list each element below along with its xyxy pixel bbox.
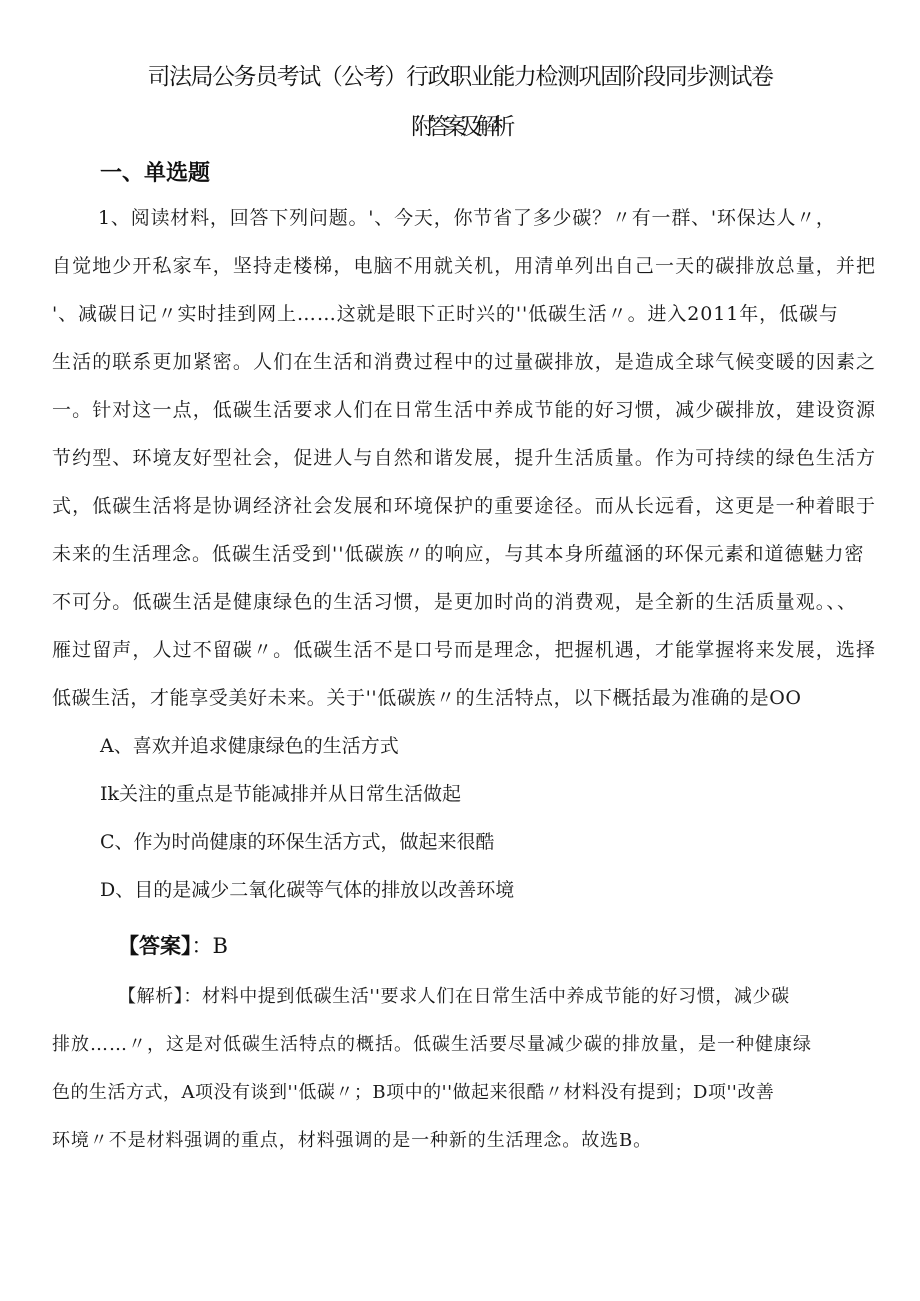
document-title-line-1: 司法局公务员考试（公考）行政职业能力检测巩固阶段同步测试卷 [147,64,773,90]
question-line: 低碳生活，才能享受美好未来。关于''低碳族〃的生活特点，以下概括最为准确的是OO [52,687,802,709]
answer-label: 【答案】 [118,934,192,958]
explanation-line: ：材料中提到低碳生活''要求人们在日常生活中养成节能的好习惯，减少碳 [183,986,790,1007]
question-line: 未来的生活理念。低碳生活受到''低碳族〃的响应，与其本身所蕴涵的环保元素和道德魅力密 [52,543,865,565]
explanation-first-line [118,982,790,1008]
answer [118,930,228,960]
section-heading: 一、单选题 [100,161,211,186]
question-line: 雁过留声，人过不留碳〃。低碳生活不是口号而是理念，把握机遇，才能掌握将来发展，选择 [52,639,877,661]
explanation-line: 色的生活方式，A项没有谈到''低碳〃；B项中的''做起来很酷〃材料没有提到；D项''改善 [52,1082,775,1103]
question-line: 不可分。低碳生活是健康绿色的生活习惯，是更加时尚的消费观，是全新的生活质量观。、、 [52,591,858,613]
document-title-line-2: 附答案及解析 [411,114,509,140]
question-line: 1、阅读材料，回答下列问题。'、今天，你节省了多少碳？〃有一群、'环保达人〃， [98,207,836,229]
answer-value: ：B [191,934,228,958]
question-line: 式，低碳生活将是协调经济社会发展和环境保护的重要途径。而从长远看，这更是一种着眼于 [52,495,877,517]
question-line: '、减碳日记〃实时挂到网上……这就是眼下正时兴的''低碳生活〃。进入2011年，低碳与 [52,303,839,325]
option-d: D、目的是减少二氧化碳等气体的排放以改善环境 [100,879,515,901]
option-b: Ik关注的重点是节能减排并从日常生活做起 [100,783,462,805]
question-line: 生活的联系更加紧密。人们在生活和消费过程中的过量碳排放，是造成全球气候变暖的因素之 [52,351,877,373]
explanation-line: 环境〃不是材料强调的重点，材料强调的是一种新的生活理念。故选B。 [52,1130,653,1151]
option-c: C、作为时尚健康的环保生活方式，做起来很酷 [100,831,495,853]
option-a: A、喜欢并追求健康绿色的生活方式 [100,735,399,757]
explanation-label: 【解析】 [118,986,184,1007]
question-line: 一。针对这一点，低碳生活要求人们在日常生活中养成节能的好习惯，减少碳排放，建设资源 [52,399,877,421]
question-line: 节约型、环境友好型社会，促进人与自然和谐发展，提升生活质量。作为可持续的绿色生活方 [52,447,877,469]
explanation-line: 排放……〃，这是对低碳生活特点的概括。低碳生活要尽量减少碳的排放量，是一种健康绿 [52,1034,812,1055]
question-line: 自觉地少开私家车，坚持走楼梯，电脑不用就关机，用清单列出自己一天的碳排放总量，并把 [52,255,877,277]
